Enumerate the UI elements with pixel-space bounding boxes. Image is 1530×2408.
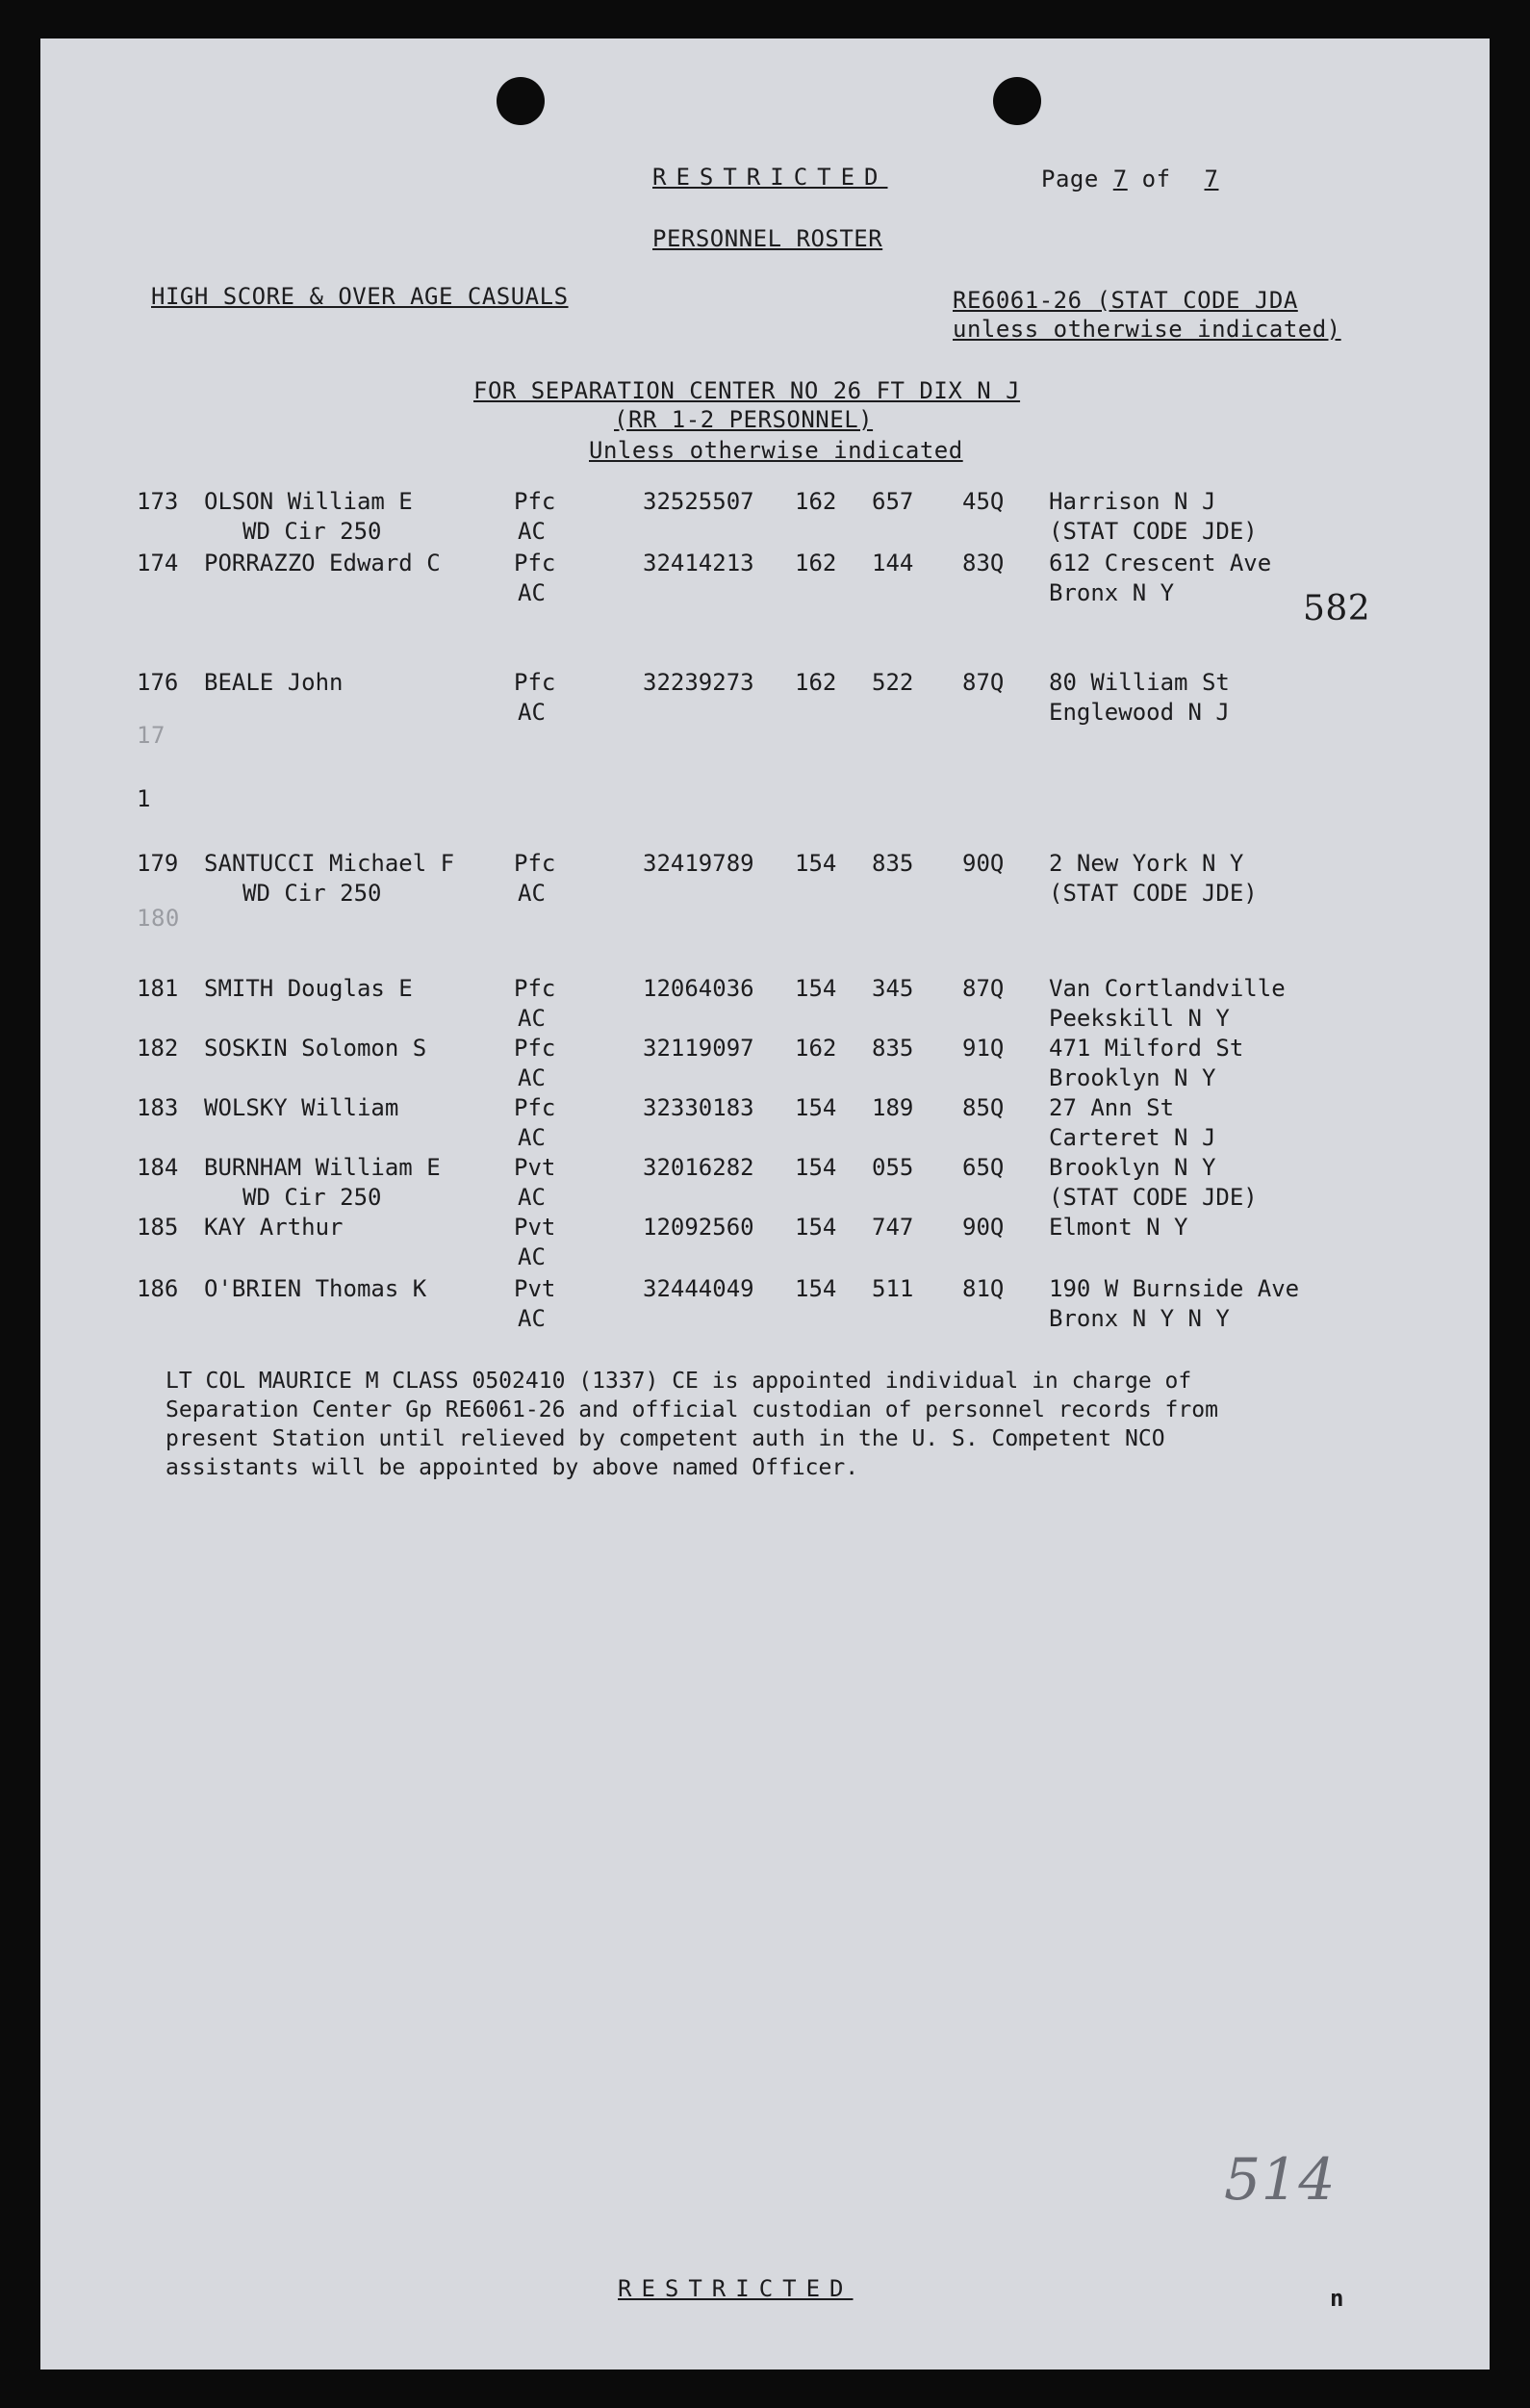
entry-number: 173 (137, 488, 179, 515)
entry-number: 185 (137, 1214, 179, 1241)
score: 90Q (962, 850, 1005, 877)
page-indicator (1041, 166, 1237, 192)
roster-row (40, 487, 1490, 554)
address-line-1: Brooklyn N Y (1049, 1154, 1216, 1181)
code-1: 154 (795, 975, 837, 1002)
code-2: 835 (872, 850, 914, 877)
address-line-2: Brooklyn N Y (1049, 1064, 1216, 1091)
branch: AC (518, 1305, 546, 1332)
serial-number: 32414213 (643, 550, 754, 576)
score: 65Q (962, 1154, 1005, 1181)
serial-number: 32119097 (643, 1035, 754, 1062)
soldier-name: SANTUCCI Michael F (204, 850, 455, 877)
score: 90Q (962, 1214, 1005, 1241)
entry-number: 176 (137, 669, 179, 696)
center-title-1: FOR SEPARATION CENTER NO 26 FT DIX N J (473, 377, 1021, 404)
address-line-1: 2 New York N Y (1049, 850, 1244, 877)
score: 85Q (962, 1094, 1005, 1121)
address-line-1: 80 William St (1049, 669, 1230, 696)
appointment-paragraph (166, 1367, 1397, 1482)
code-1: 154 (795, 1214, 837, 1241)
address-line-2: Bronx N Y (1049, 579, 1175, 606)
score: 87Q (962, 669, 1005, 696)
score: 81Q (962, 1275, 1005, 1302)
right-title-line2: unless otherwise indicated) (953, 316, 1341, 343)
document-page (40, 38, 1490, 2370)
branch: AC (518, 1243, 546, 1270)
branch: AC (518, 880, 546, 907)
corner-mark: n (1330, 2285, 1344, 2312)
address-line-2: Englewood N J (1049, 699, 1230, 726)
entry-number: 179 (137, 850, 179, 877)
faint-row-180: 180 (137, 905, 180, 932)
soldier-name: WOLSKY William (204, 1094, 399, 1121)
address-line-1: Elmont N Y (1049, 1214, 1188, 1241)
entry-number: 182 (137, 1035, 179, 1062)
address-line-2: (STAT CODE JDE) (1049, 1184, 1258, 1211)
score: 91Q (962, 1035, 1005, 1062)
code-2: 345 (872, 975, 914, 1002)
code-1: 162 (795, 550, 837, 576)
code-1: 154 (795, 1275, 837, 1302)
branch: AC (518, 699, 546, 726)
roster-row (40, 1093, 1490, 1161)
address-line-1: 190 W Burnside Ave (1049, 1275, 1300, 1302)
faint-row-178: 1 (137, 785, 151, 812)
serial-number: 12092560 (643, 1214, 754, 1241)
code-1: 154 (795, 850, 837, 877)
address-line-2: Peekskill N Y (1049, 1005, 1230, 1032)
entry-number: 183 (137, 1094, 179, 1121)
name-note: WD Cir 250 (242, 1184, 382, 1211)
serial-number: 32419789 (643, 850, 754, 877)
grade: Pvt (514, 1154, 556, 1181)
soldier-name: OLSON William E (204, 488, 413, 515)
code-2: 835 (872, 1035, 914, 1062)
address-line-2: Carteret N J (1049, 1124, 1216, 1151)
code-2: 511 (872, 1275, 914, 1302)
code-2: 055 (872, 1154, 914, 1181)
grade: Pfc (514, 850, 556, 877)
punch-hole-left (497, 77, 545, 125)
soldier-name: KAY Arthur (204, 1214, 344, 1241)
serial-number: 32525507 (643, 488, 754, 515)
entry-number: 184 (137, 1154, 179, 1181)
serial-number: 32016282 (643, 1154, 754, 1181)
grade: Pfc (514, 669, 556, 696)
serial-number: 32239273 (643, 669, 754, 696)
entry-number: 174 (137, 550, 179, 576)
grade: Pvt (514, 1214, 556, 1241)
address-line-1: 471 Milford St (1049, 1035, 1244, 1062)
code-2: 747 (872, 1214, 914, 1241)
faint-row-177: 17 (137, 722, 166, 749)
roster-row (40, 549, 1490, 616)
stamp-number: 582 (1303, 589, 1371, 628)
left-title: HIGH SCORE & OVER AGE CASUALS (151, 283, 569, 310)
page-label: Page (1041, 166, 1099, 192)
restricted-top: RESTRICTED (652, 164, 888, 191)
branch: AC (518, 518, 546, 545)
grade: Pfc (514, 1035, 556, 1062)
address-line-1: Harrison N J (1049, 488, 1216, 515)
paragraph-line-2: Separation Center Gp RE6061-26 and official custodian of personnel records from (166, 1397, 1218, 1422)
roster-row (40, 974, 1490, 1041)
roster-row (40, 1274, 1490, 1342)
score: 83Q (962, 550, 1005, 576)
soldier-name: BURNHAM William E (204, 1154, 441, 1181)
soldier-name: SMITH Douglas E (204, 975, 413, 1002)
paragraph-line-4: assistants will be appointed by above named Officer. (166, 1455, 859, 1480)
soldier-name: BEALE John (204, 669, 344, 696)
restricted-bottom: RESTRICTED (618, 2275, 854, 2302)
branch: AC (518, 1064, 546, 1091)
roster-title: PERSONNEL ROSTER (652, 225, 883, 252)
code-1: 154 (795, 1154, 837, 1181)
paragraph-line-3: present Station until relieved by competent auth in the U. S. Competent NCO (166, 1426, 1165, 1451)
grade: Pfc (514, 550, 556, 576)
page-total: 7 (1204, 166, 1219, 192)
branch: AC (518, 1184, 546, 1211)
branch: AC (518, 579, 546, 606)
right-title-line1: RE6061-26 (STAT CODE JDA (953, 287, 1298, 314)
code-2: 144 (872, 550, 914, 576)
name-note: WD Cir 250 (242, 518, 382, 545)
address-line-1: 612 Crescent Ave (1049, 550, 1272, 576)
code-2: 189 (872, 1094, 914, 1121)
grade: Pfc (514, 488, 556, 515)
soldier-name: SOSKIN Solomon S (204, 1035, 427, 1062)
code-1: 162 (795, 669, 837, 696)
serial-number: 12064036 (643, 975, 754, 1002)
code-1: 162 (795, 1035, 837, 1062)
address-line-2: (STAT CODE JDE) (1049, 518, 1258, 545)
code-1: 162 (795, 488, 837, 515)
branch: AC (518, 1124, 546, 1151)
address-line-2: Bronx N Y N Y (1049, 1305, 1230, 1332)
address-line-1: Van Cortlandville (1049, 975, 1286, 1002)
soldier-name: O'BRIEN Thomas K (204, 1275, 427, 1302)
grade: Pvt (514, 1275, 556, 1302)
serial-number: 32330183 (643, 1094, 754, 1121)
handwritten-number: 514 (1224, 2146, 1337, 2214)
roster-row (40, 1034, 1490, 1101)
grade: Pfc (514, 1094, 556, 1121)
soldier-name: PORRAZZO Edward C (204, 550, 441, 576)
address-line-2: (STAT CODE JDE) (1049, 880, 1258, 907)
page-of: of (1141, 166, 1171, 192)
roster-row (40, 1213, 1490, 1280)
page-number: 7 (1112, 166, 1128, 192)
punch-hole-right (993, 77, 1041, 125)
branch: AC (518, 1005, 546, 1032)
code-1: 154 (795, 1094, 837, 1121)
name-note: WD Cir 250 (242, 880, 382, 907)
center-title-3: Unless otherwise indicated (589, 437, 963, 464)
score: 87Q (962, 975, 1005, 1002)
roster-row (40, 668, 1490, 735)
serial-number: 32444049 (643, 1275, 754, 1302)
code-2: 657 (872, 488, 914, 515)
grade: Pfc (514, 975, 556, 1002)
entry-number: 181 (137, 975, 179, 1002)
center-title-2: (RR 1-2 PERSONNEL) (614, 406, 874, 433)
roster-row (40, 849, 1490, 916)
address-line-1: 27 Ann St (1049, 1094, 1175, 1121)
roster-row (40, 1153, 1490, 1220)
score: 45Q (962, 488, 1005, 515)
code-2: 522 (872, 669, 914, 696)
entry-number: 186 (137, 1275, 179, 1302)
paragraph-line-1: LT COL MAURICE M CLASS 0502410 (1337) CE is appointed individual in charge of (166, 1369, 1192, 1394)
